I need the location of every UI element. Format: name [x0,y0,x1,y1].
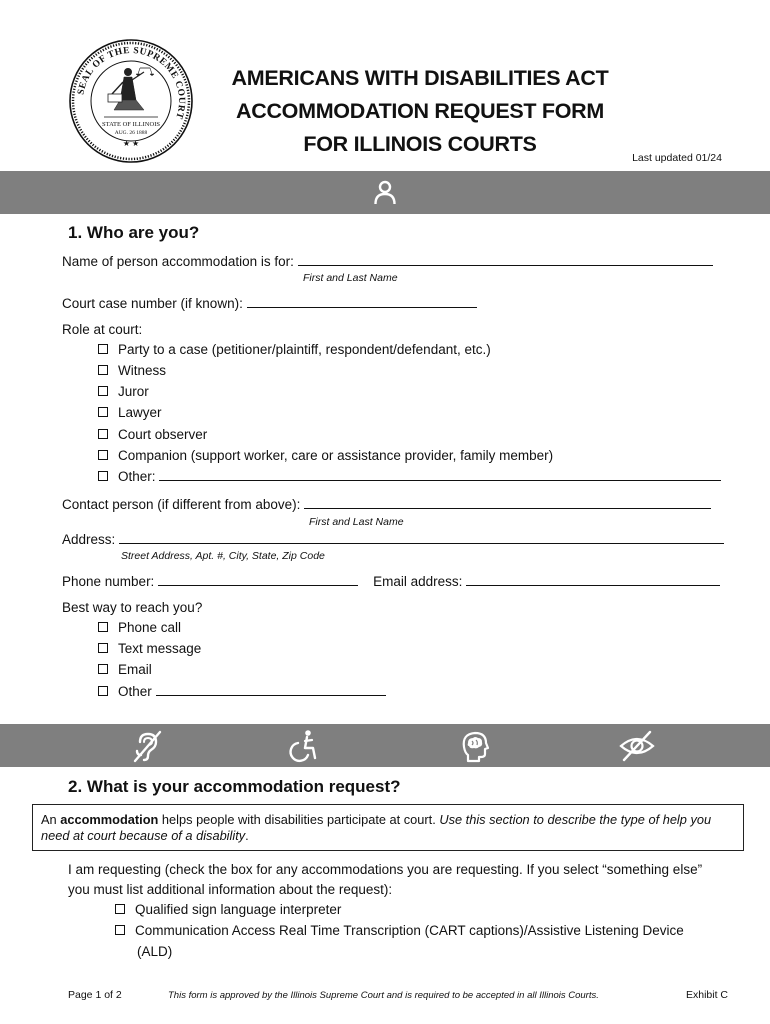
reach-label: Best way to reach you? [62,600,203,615]
contact-field[interactable] [304,497,711,509]
role-other-checkbox[interactable] [98,471,108,481]
info-instruction: Use this section to describe the type of help you need at court because of a disability [41,812,712,843]
reach-other-checkbox[interactable] [98,686,108,696]
title-line-3: FOR ILLINOIS COURTS [303,132,537,156]
seal-state-text: STATE OF ILLINOIS [102,121,160,128]
case-row [62,296,477,311]
email-field[interactable] [466,574,720,586]
cart-ald-label-cont: (ALD) [137,944,173,959]
name-row [62,254,713,269]
reach-other-field[interactable] [156,684,386,696]
contact-row [62,497,711,512]
wheelchair-icon [286,729,318,763]
seal-date-text: AUG. 26 1888 [114,130,148,136]
reach-text-label: Text message [118,641,202,656]
request-line-2: you must list additional information about the request): [68,882,393,897]
info-end: . [245,828,249,843]
role-juror-checkbox[interactable] [98,386,108,396]
email-label: Email address: [373,574,463,589]
title-line-1: AMERICANS WITH DISABILITIES ACT [231,66,609,90]
phone-field[interactable] [158,574,358,586]
phone-email-row [62,574,720,589]
page-number: Page 1 of 2 [68,989,122,1001]
request-line-1: I am requesting (check the box for any accommodations you are requesting. If you select “something else” [68,862,703,877]
section-band-2 [0,724,770,767]
role-other-label: Other: [118,469,156,484]
case-number-label: Court case number (if known): [62,296,243,311]
vision-impaired-icon [618,729,656,763]
role-juror-label: Juror [118,384,149,399]
reach-email-label: Email [118,662,152,677]
name-field[interactable] [298,254,713,266]
phone-label: Phone number: [62,574,155,589]
cart-ald-checkbox[interactable] [115,925,125,935]
info-prefix: An [41,812,61,827]
reach-email-checkbox[interactable] [98,664,108,674]
hearing-impaired-icon [131,729,163,763]
role-companion-checkbox[interactable] [98,450,108,460]
address-field[interactable] [119,532,724,544]
address-label: Address: [62,532,116,547]
reach-text-checkbox[interactable] [98,643,108,653]
role-other-field[interactable] [159,469,721,481]
name-hint: First and Last Name [303,272,398,284]
accommodation-info-box [32,804,744,851]
person-icon [373,180,397,206]
role-label: Role at court: [62,322,143,337]
contact-hint: First and Last Name [309,516,404,528]
role-witness-checkbox[interactable] [98,365,108,375]
contact-label: Contact person (if different from above): [62,497,301,512]
role-other-row [118,469,721,484]
role-observer-label: Court observer [118,427,208,442]
form-title [170,62,670,161]
seal-stars: ★ ★ [122,139,140,148]
role-party-checkbox[interactable] [98,344,108,354]
role-observer-checkbox[interactable] [98,429,108,439]
cart-ald-label: Communication Access Real Time Transcription (CART captions)/Assistive Listening Device [135,923,684,938]
reach-other-label: Other [118,684,152,699]
reach-other-row [118,684,386,699]
section-2-heading: 2. What is your accommodation request? [68,777,401,796]
section-band-1 [0,171,770,214]
last-updated: Last updated 01/24 [632,152,722,164]
reach-phone-checkbox[interactable] [98,622,108,632]
role-companion-label: Companion (support worker, care or assistance provider, family member) [118,448,554,463]
address-row [62,532,724,547]
role-party-label: Party to a case (petitioner/plaintiff, respondent/defendant, etc.) [118,342,491,357]
case-number-field[interactable] [247,296,477,308]
sign-language-checkbox[interactable] [115,904,125,914]
address-hint: Street Address, Apt. #, City, State, Zip Code [121,550,325,562]
role-lawyer-checkbox[interactable] [98,407,108,417]
footer-note: This form is approved by the Illinois Supreme Court and is required to be accepted in all Illinois Courts. [168,990,599,1001]
exhibit-label: Exhibit C [686,989,729,1001]
seal-ring-text: SEAL OF THE SUPREME COURT [76,45,187,121]
info-bold-term: accommodation [60,812,159,827]
sign-language-label: Qualified sign language interpreter [135,902,342,917]
cognitive-brain-icon [458,729,490,763]
title-line-2: ACCOMMODATION REQUEST FORM [235,99,605,123]
section-1-heading: 1. Who are you? [68,223,200,242]
role-witness-label: Witness [118,363,167,378]
reach-phone-label: Phone call [118,620,182,635]
info-text: helps people with disabilities participate at court. [158,812,440,827]
name-label: Name of person accommodation is for: [62,254,294,269]
role-lawyer-label: Lawyer [118,405,162,420]
